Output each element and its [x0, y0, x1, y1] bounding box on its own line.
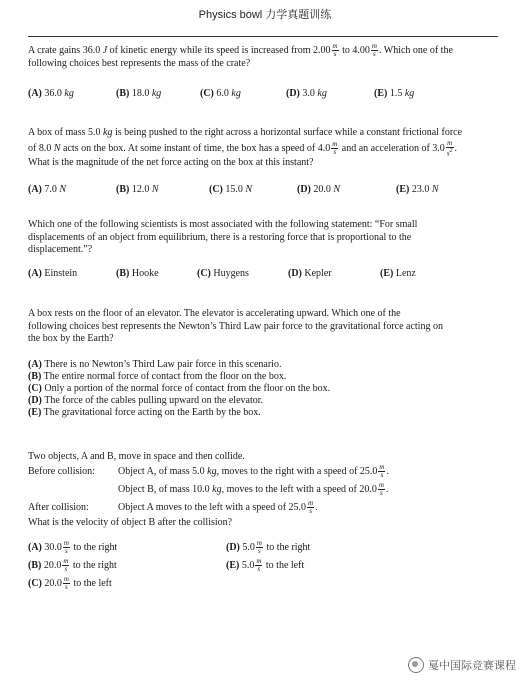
- q1-line-2: following choices best represents the mass of the crate?: [28, 58, 251, 69]
- q3-choice-c[interactable]: (C) Huygens: [197, 268, 249, 279]
- q5-line-1: Two objects, A and B, move in space and then collide.: [28, 451, 245, 462]
- q1-choice-e[interactable]: (E) 1.5 kg: [374, 88, 415, 99]
- frac-m-s2: $\frac{m}{s2}$: [446, 138, 453, 157]
- q5-choice-a[interactable]: (A) 30.0 $\frac{m}{s}$ to the right: [28, 539, 118, 555]
- watermark-text: 戛中国际竞赛课程: [428, 659, 516, 672]
- q5-before-b: Object B, of mass 10.0 kg, moves to the left with a speed of 20.0 $\frac{m}{s}$ .: [118, 481, 389, 497]
- frac-m-s: $\frac{m}{s}$: [256, 557, 262, 573]
- question-3: [28, 219, 500, 257]
- q5-after: After collision: Object A moves to the left with a speed of 25.0 $\frac{m}{s}$ .: [28, 499, 318, 515]
- q3-line-2: displacements of an object from equilibrium, there is a restoring force that is proportional to the: [28, 231, 412, 243]
- frac-m-s: $\frac{m}{s}$: [63, 557, 69, 573]
- q2-line-3: What is the magnitude of the net force acting on the box at this instant?: [28, 156, 314, 168]
- q2-choice-d[interactable]: (D) 20.0 N: [297, 184, 341, 195]
- q4-choice-d[interactable]: (D) The force of the cables pulling upward on the elevator.: [28, 395, 264, 406]
- frac-m-s: $\frac{m}{s}$: [371, 42, 377, 58]
- frac-m-s: $\frac{m}{s}$: [63, 575, 69, 591]
- frac-m-s: $\frac{m}{s}$: [332, 139, 338, 156]
- frac-m-s: $\frac{m}{s}$: [332, 42, 338, 58]
- frac-m-s: $\frac{m}{s}$: [308, 499, 314, 515]
- q3-choice-e[interactable]: (E) Lenz: [380, 268, 416, 279]
- q1-choice-c[interactable]: (C) 6.0 kg: [200, 88, 241, 99]
- question-4: [28, 308, 500, 346]
- q5-choice-c[interactable]: (C) 20.0 $\frac{m}{s}$ to the left: [28, 575, 112, 591]
- q4-choice-b[interactable]: (B) The entire normal force of contact from the floor on the box.: [28, 371, 287, 382]
- q3-line-1: Which one of the following scientists is most associated with the following statement: “For small: [28, 219, 418, 230]
- q2-line-2: of 8.0 N acts on the box. At some instant of time, the box has a speed of 4.0 $\frac{m}{s}$ and an acceleration of 3.0 $\frac{m}{s2}$ .: [28, 138, 458, 157]
- page-title: Physics bowl 力学真题训练: [198, 9, 332, 21]
- question-2: [28, 127, 500, 169]
- frac-m-s: $\frac{m}{s}$: [63, 539, 69, 555]
- q4-choice-a[interactable]: (A) There is no Newton’s Third Law pair force in this scenario.: [28, 359, 282, 370]
- q3-choice-d[interactable]: (D) Kepler: [288, 268, 332, 279]
- q3-line-3: displacement.”?: [28, 244, 93, 255]
- q4-line-3: the box by the Earth?: [28, 333, 114, 344]
- q2-choice-c[interactable]: (C) 15.0 N: [209, 184, 253, 195]
- q5-choice-e[interactable]: (E) 5.0 $\frac{m}{s}$ to the left: [226, 557, 305, 573]
- q4-line-2: following choices best represents the Newton’s Third Law pair force to the gravitational force acting on: [28, 320, 443, 332]
- watermark: [408, 657, 516, 673]
- q5-question: What is the velocity of object B after the collision?: [28, 517, 233, 528]
- q4-line-1: A box rests on the floor of an elevator. The elevator is accelerating upward. Which one of the: [28, 308, 401, 319]
- q4-choice-c[interactable]: (C) Only a portion of the normal force of contact from the floor on the box.: [28, 383, 331, 394]
- q5-before-a: Before collision: Object A, of mass 5.0 kg, moves to the right with a speed of 25.0 $\frac{m}{s}$ .: [28, 463, 389, 479]
- question-1: [28, 43, 500, 71]
- frac-m-s: $\frac{m}{s}$: [379, 463, 385, 479]
- q3-choice-a[interactable]: (A) Einstein: [28, 268, 78, 279]
- q2-choice-a[interactable]: (A) 7.0 N: [28, 184, 67, 195]
- frac-m-s: $\frac{m}{s}$: [378, 481, 384, 497]
- q1-choice-b[interactable]: (B) 18.0 kg: [116, 88, 162, 99]
- q1-choice-a[interactable]: (A) 36.0 kg: [28, 88, 74, 99]
- q5-choice-d[interactable]: (D) 5.0 $\frac{m}{s}$ to the right: [226, 539, 311, 555]
- q1-choice-d[interactable]: (D) 3.0 kg: [286, 88, 327, 99]
- q1-line-1: A crate gains 36.0 J of kinetic energy while its speed is increased from 2.00 $\frac{m}{s}$ to 4.00 $\frac{m}{s}$ . Which one of the: [28, 42, 453, 58]
- q5-choice-b[interactable]: (B) 20.0 $\frac{m}{s}$ to the right: [28, 557, 117, 573]
- question-5: [28, 451, 500, 464]
- q2-line-1: A box of mass 5.0 kg is being pushed to the right across a horizontal surface while a constant frictional force: [28, 127, 463, 138]
- q3-choice-b[interactable]: (B) Hooke: [116, 268, 159, 279]
- wechat-icon: [408, 657, 424, 673]
- q4-choices: [28, 359, 330, 419]
- frac-m-s: $\frac{m}{s}$: [256, 539, 262, 555]
- q4-choice-e[interactable]: (E) The gravitational force acting on the Earth by the box.: [28, 407, 261, 418]
- q2-choice-b[interactable]: (B) 12.0 N: [116, 184, 159, 195]
- q2-choice-e[interactable]: (E) 23.0 N: [396, 184, 439, 195]
- header-divider: [28, 36, 498, 37]
